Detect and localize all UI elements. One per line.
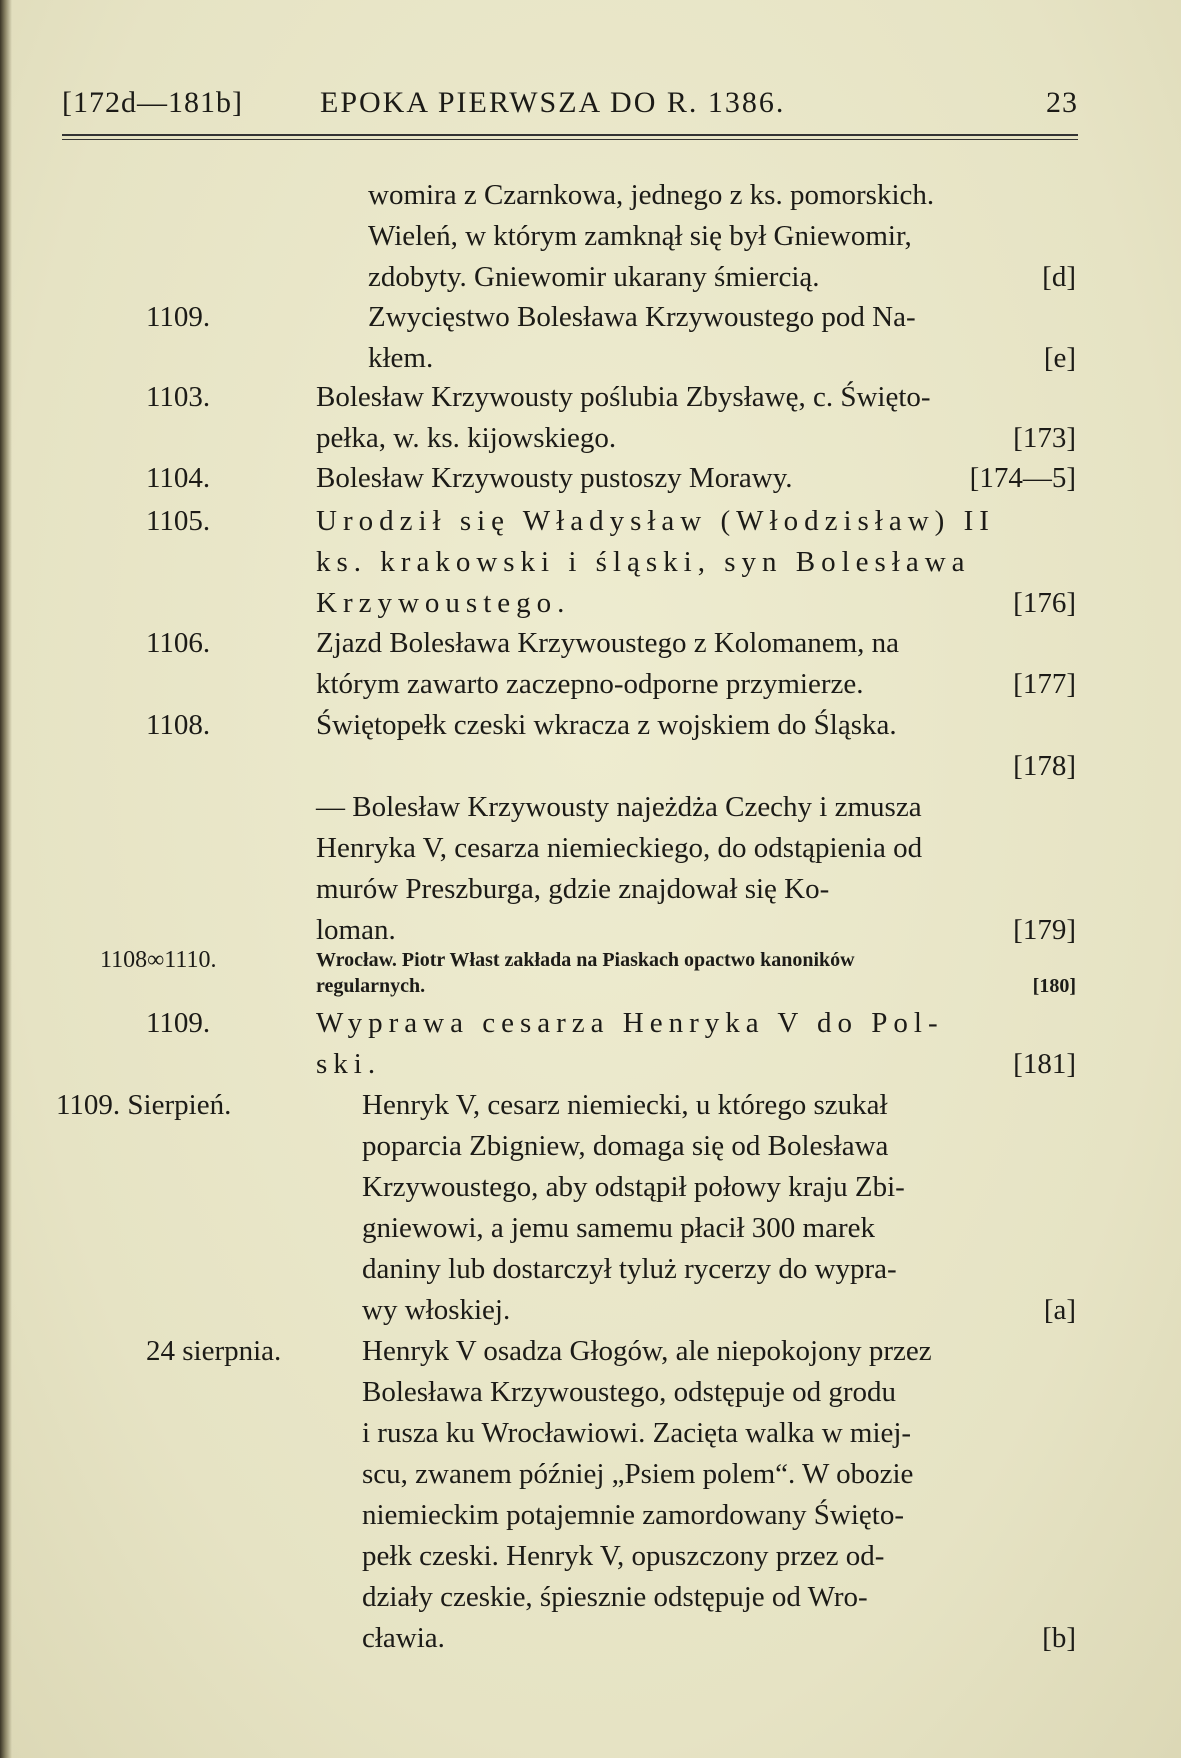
- text-line-content: regularnych.: [316, 975, 426, 997]
- text-line-content: wy włoskiej.: [362, 1294, 511, 1326]
- text-line: Henryk V, cesarz niemiecki, u którego szukał: [362, 1089, 888, 1121]
- text-line: Urodził się Władysław (Włodzisław) II: [316, 505, 995, 537]
- text-line: Henryk V osadza Głogów, ale niepokojony przez: [362, 1335, 932, 1367]
- entry-date: 1109.: [146, 1007, 211, 1039]
- reference-mark: [e]: [1043, 342, 1076, 374]
- reference-mark: [180]: [1032, 975, 1076, 997]
- text-line: scu, zwanem później „Psiem polem“. W obozie: [362, 1458, 914, 1490]
- text-line: Zwycięstwo Bolesława Krzywoustego pod Na-: [368, 301, 916, 333]
- text-line: [316, 910, 1076, 950]
- reference-mark: [176]: [1013, 587, 1076, 619]
- entry-date: 1109.: [146, 301, 211, 333]
- text-line: i rusza ku Wrocławiowi. Zacięta walka w miej-: [362, 1417, 912, 1449]
- text-line-content: cławia.: [362, 1622, 445, 1654]
- text-line: Krzywoustego, aby odstąpił połowy kraju Zbi-: [362, 1171, 905, 1203]
- text-line: [362, 1290, 1076, 1330]
- text-line-content: Krzywoustego.: [316, 587, 571, 619]
- entry-date: 1105.: [146, 505, 211, 537]
- text-line: Bolesława Krzywoustego, odstępuje od grodu: [362, 1376, 896, 1408]
- text-line: Wieleń, w którym zamknął się był Gniewomir,: [368, 220, 912, 252]
- text-line: gniewowi, a jemu samemu płacił 300 marek: [362, 1212, 875, 1244]
- entry-date: 1108∞1110.: [100, 947, 217, 973]
- text-line: pełk czeski. Henryk V, opuszczony przez od-: [362, 1540, 885, 1572]
- reference-mark: [179]: [1013, 914, 1076, 946]
- entry-date: 1104.: [146, 462, 211, 494]
- text-line: [316, 458, 1076, 498]
- text-line: Zjazd Bolesława Krzywoustego z Kolomanem, na: [316, 627, 900, 659]
- text-line: Bolesław Krzywousty poślubia Zbysławę, c. Święto-: [316, 381, 931, 413]
- reference-mark: [d]: [1042, 261, 1076, 293]
- text-line: [316, 1044, 1076, 1084]
- text-line-content: pełka, w. ks. kijowskiego.: [316, 422, 617, 454]
- page-number: 23: [1046, 86, 1078, 119]
- entry-date: 1103.: [146, 381, 211, 413]
- text-line: [316, 583, 1076, 623]
- text-line: Wrocław. Piotr Włast zakłada na Piaskach opactwo kanoników: [316, 949, 855, 971]
- reference-mark: [177]: [1013, 668, 1076, 700]
- entry-date: 1106.: [146, 627, 211, 659]
- text-line: [316, 664, 1076, 704]
- header-section-range: [172d—181b]: [62, 86, 243, 119]
- text-line: womira z Czarnkowa, jednego z ks. pomorskich.: [368, 179, 935, 211]
- text-line: [316, 972, 1076, 1000]
- text-line: Świętopełk czeski wkracza z wojskiem do Śląska.: [316, 709, 897, 741]
- reference-mark: [181]: [1013, 1048, 1076, 1080]
- reference-mark: [174—5]: [969, 462, 1076, 494]
- text-line: Henryka V, cesarza niemieckiego, do odstąpienia od: [316, 832, 923, 864]
- header-title: EPOKA PIERWSZA DO R. 1386.: [320, 86, 786, 119]
- text-line-content: ski.: [316, 1048, 382, 1080]
- text-line-content: loman.: [316, 914, 396, 946]
- text-line: niemieckim potajemnie zamordowany Święto-: [362, 1499, 904, 1531]
- reference-mark: [a]: [1043, 1294, 1076, 1326]
- text-line: [368, 257, 1076, 297]
- text-line: [316, 418, 1076, 458]
- text-line: [362, 1618, 1076, 1658]
- text-line-content: zdobyty. Gniewomir ukarany śmiercią.: [368, 261, 820, 293]
- text-line-content: którym zawarto zaczepno-odporne przymierze.: [316, 668, 864, 700]
- text-line: — Bolesław Krzywousty najeżdża Czechy i zmusza: [316, 791, 922, 823]
- text-line: działy czeskie, śpiesznie odstępuje od Wro-: [362, 1581, 868, 1613]
- text-line: [368, 338, 1076, 378]
- text-line-content: Bolesław Krzywousty pustoszy Morawy.: [316, 462, 793, 494]
- entry-date: 1108.: [146, 709, 211, 741]
- text-line-content: kłem.: [368, 342, 434, 374]
- text-line: daniny lub dostarczył tyluż rycerzy do wypra-: [362, 1253, 897, 1285]
- text-line: murów Preszburga, gdzie znajdował się Ko-: [316, 873, 830, 905]
- text-line: ks. krakowski i śląski, syn Bolesława: [316, 546, 971, 578]
- entry-date: 24 sierpnia.: [146, 1335, 282, 1367]
- text-line: [316, 746, 1076, 786]
- entry-date: 1109. Sierpień.: [56, 1089, 232, 1121]
- reference-mark: [173]: [1013, 422, 1076, 454]
- reference-mark: [b]: [1042, 1622, 1076, 1654]
- text-line: poparcia Zbigniew, domaga się od Bolesława: [362, 1130, 889, 1162]
- reference-mark: [178]: [1013, 750, 1076, 782]
- text-line: Wyprawa cesarza Henryka V do Pol-: [316, 1007, 944, 1039]
